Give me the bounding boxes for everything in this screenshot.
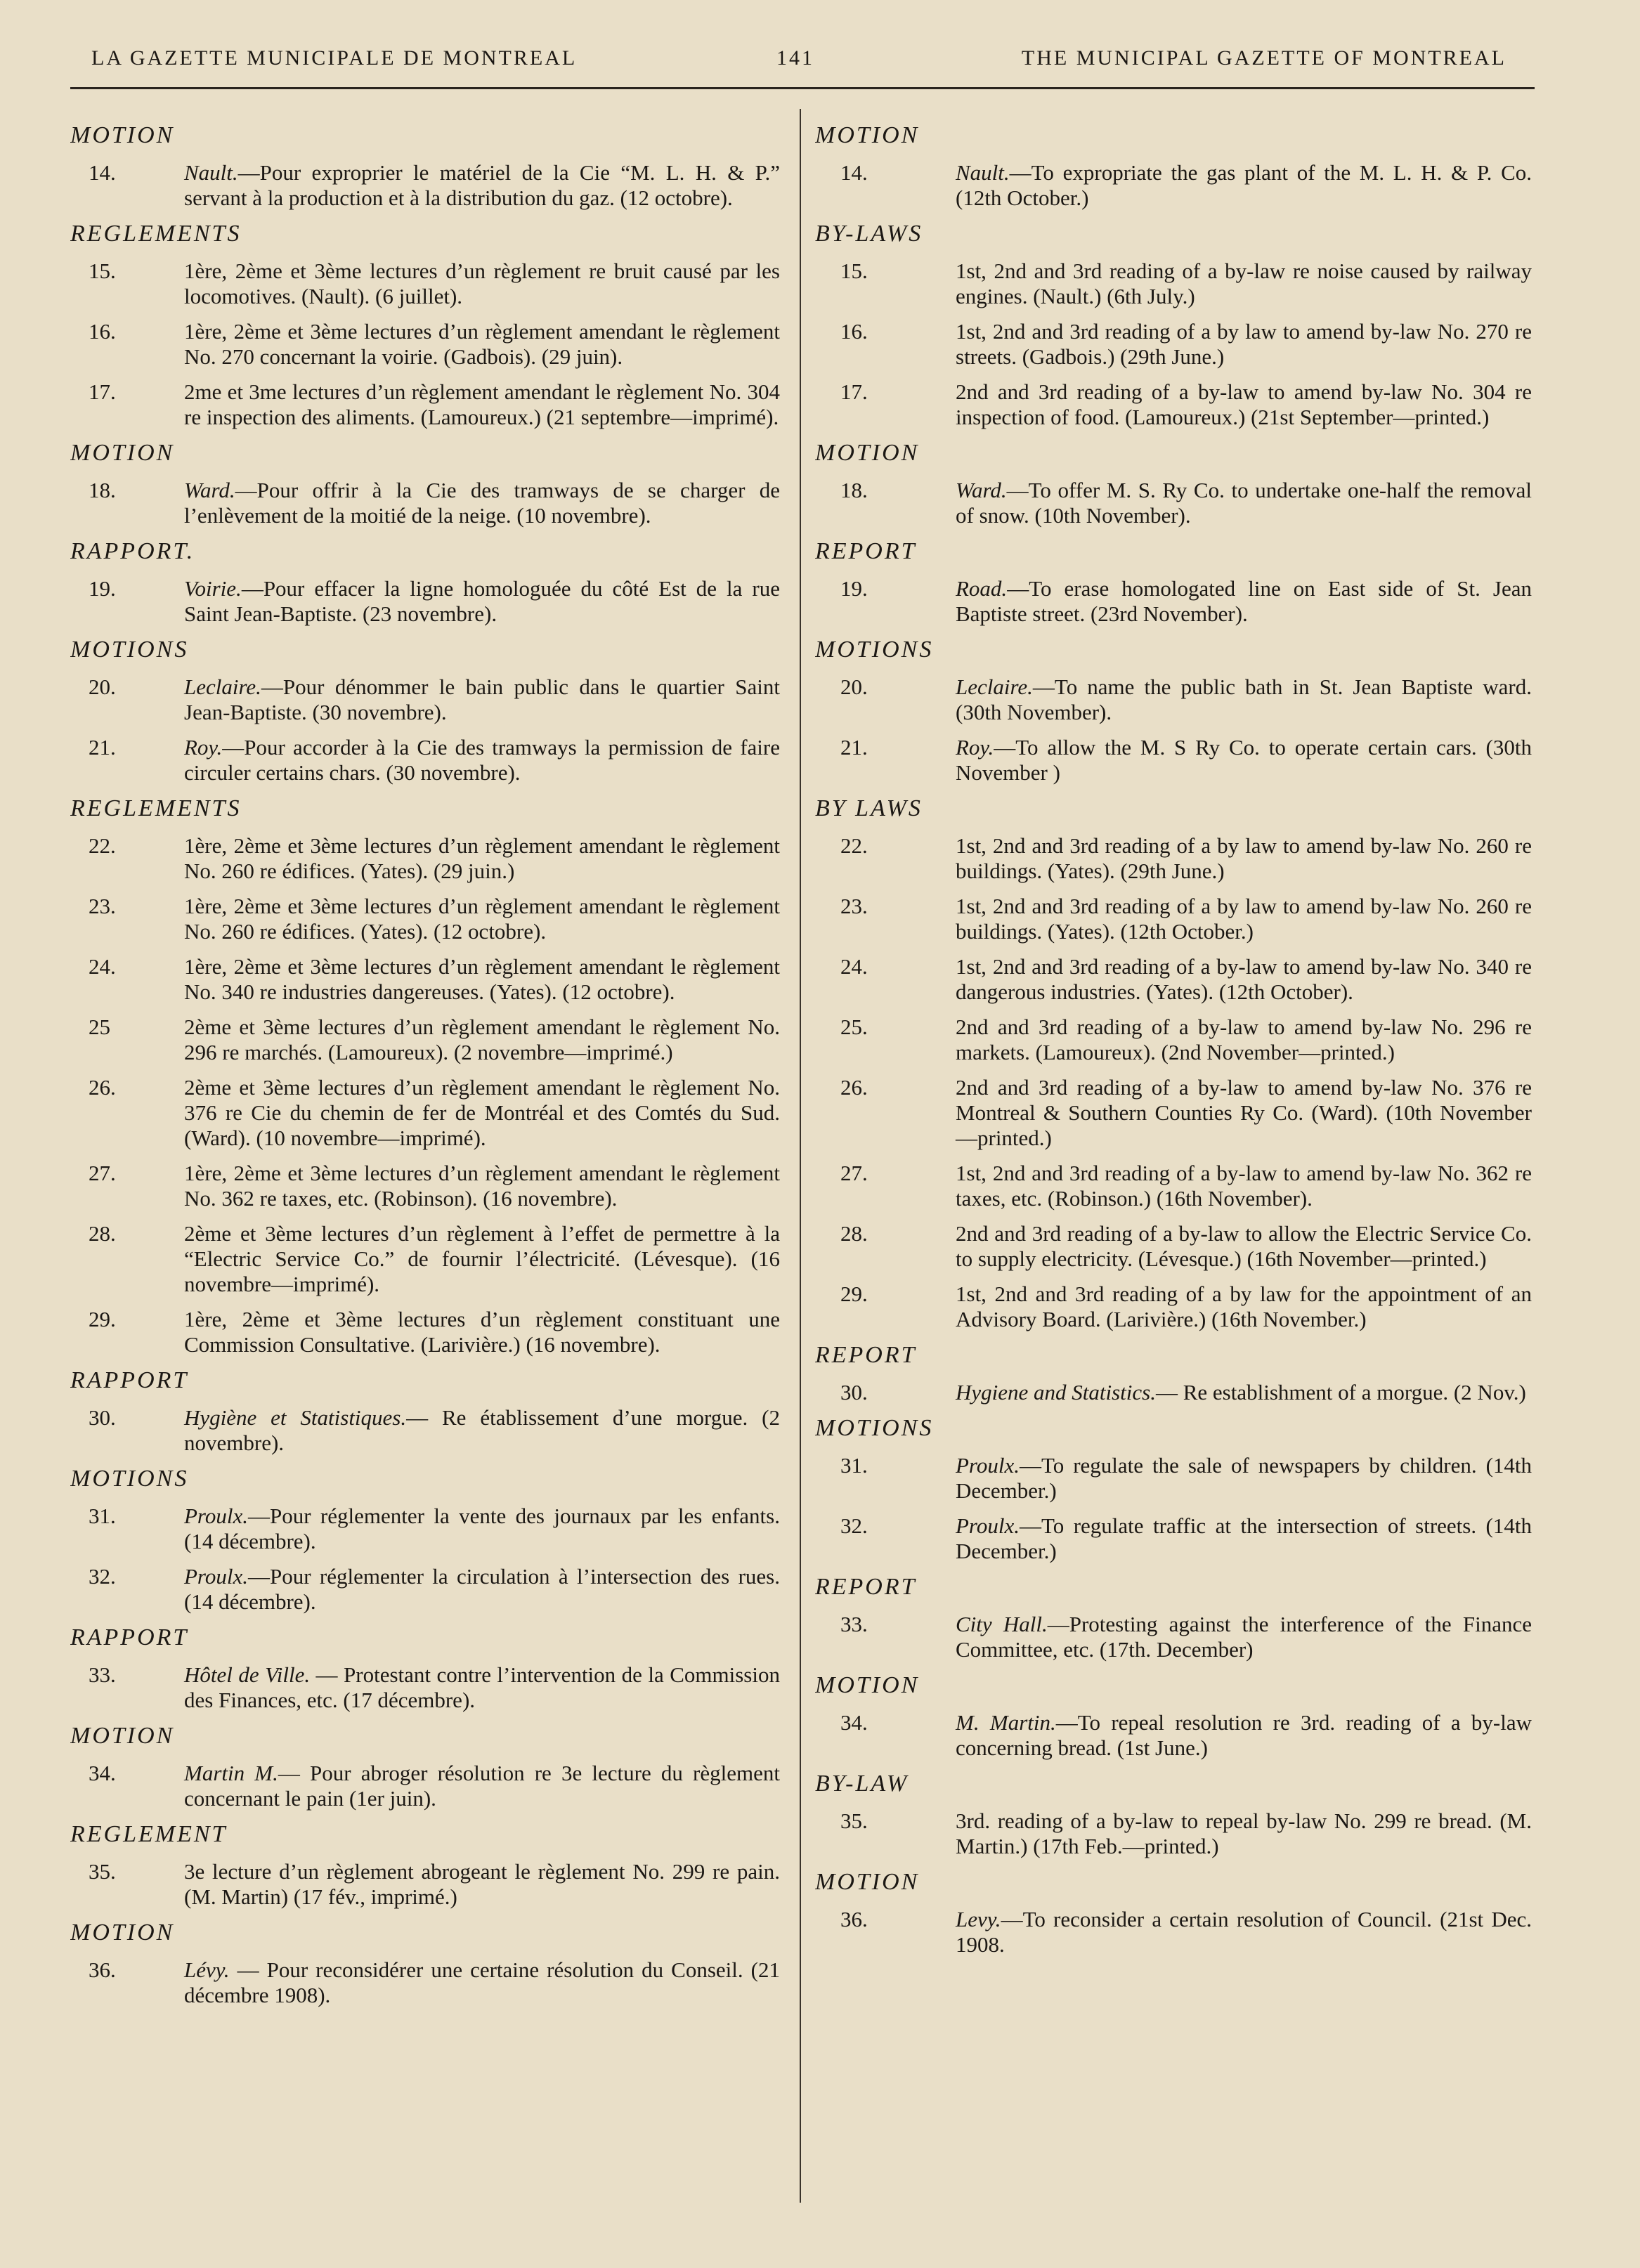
english-agenda-item (815, 259, 1532, 309)
item-text: —Pour exproprier le matériel de la Cie “M. L. H. & P.” servant à la production et à la distribution du gaz. (12 octobre). (184, 160, 780, 210)
item-number: 30. (89, 1405, 116, 1430)
item-proposer: Proulx. (956, 1453, 1020, 1478)
english-agenda-item (815, 1612, 1532, 1662)
french-agenda-item (70, 319, 780, 370)
item-proposer: Nault. (956, 160, 1010, 185)
french-agenda-item (70, 894, 780, 944)
french-agenda-item (70, 1957, 780, 2008)
english-agenda-item (815, 478, 1532, 528)
item-number: 35. (89, 1859, 116, 1884)
item-text: —Pour dénommer le bain public dans le quartier Saint Jean-Baptiste. (30 novembre). (184, 674, 780, 724)
item-text: —To regulate traffic at the intersection of streets. (14th December.) (956, 1513, 1532, 1563)
item-number: 19. (89, 576, 116, 601)
english-agenda-item (815, 833, 1532, 884)
item-text: —To offer M. S. Ry Co. to undertake one-half the removal of snow. (10th November). (956, 478, 1532, 528)
english-agenda-item (815, 1075, 1532, 1151)
item-text: —To repeal resolution re 3rd. reading of a by-law concerning bread. (1st June.) (956, 1710, 1532, 1760)
item-proposer: Proulx. (184, 1564, 248, 1589)
item-proposer: Road. (956, 576, 1008, 601)
item-number: 36. (840, 1907, 868, 1931)
item-text: 2nd and 3rd reading of a by-law to amend by-law No. 296 re markets. (Lamoureux). (2nd November—printed.) (956, 1015, 1532, 1064)
french-agenda-item (70, 1761, 780, 1811)
english-section-heading: MOTION (815, 1672, 920, 1698)
item-text: 1st, 2nd and 3rd reading of a by-law to amend by-law No. 340 re dangerous industries. (Yates). (12th October). (956, 954, 1532, 1004)
item-proposer: Ward. (184, 478, 235, 502)
french-section-heading: MOTION (70, 1920, 175, 1946)
item-number: 14. (89, 160, 116, 185)
item-number: 22. (89, 833, 116, 858)
item-text: —Pour offrir à la Cie des tramways de se charger de l’enlèvement de la moitié de la neige. (10 novembre). (184, 478, 780, 528)
item-text: — Pour reconsidérer une certaine résolution du Conseil. (21 décembre 1908). (184, 1957, 780, 2007)
header-french-title: LA GAZETTE MUNICIPALE DE MONTREAL (91, 46, 578, 70)
english-agenda-item (815, 1221, 1532, 1272)
french-agenda-item (70, 833, 780, 884)
french-agenda-item (70, 160, 780, 211)
english-section-heading: MOTION (815, 440, 920, 466)
english-agenda-item (815, 894, 1532, 944)
french-section-heading: MOTIONS (70, 637, 189, 663)
item-text: 3rd. reading of a by-law to repeal by-law No. 299 re bread. (M. Martin.) (17th Feb.—printed.) (956, 1808, 1532, 1858)
french-agenda-item (70, 735, 780, 786)
french-section-heading: REGLEMENTS (70, 795, 242, 821)
item-number: 23. (89, 894, 116, 918)
english-agenda-item (815, 319, 1532, 370)
item-number: 18. (840, 478, 868, 502)
item-text: 1ère, 2ème et 3ème lectures d’un règlement amendant le règlement No. 260 re édifices. (Yates). (29 juin.) (184, 833, 780, 883)
item-text: 2me et 3me lectures d’un règlement amendant le règlement No. 304 re inspection des aliments. (Lamoureux.) (21 septembre—imprimé). (184, 379, 780, 429)
item-text: —Pour réglementer la vente des journaux par les enfants. (14 décembre). (184, 1504, 780, 1553)
item-text: —To erase homologated line on East side of St. Jean Baptiste street. (23rd November). (956, 576, 1532, 626)
french-agenda-item (70, 1405, 780, 1456)
english-agenda-item (815, 735, 1532, 786)
item-text: —Protesting against the interference of the Finance Committee, etc. (17th. December) (956, 1612, 1532, 1662)
item-number: 21. (89, 735, 116, 760)
item-number: 16. (89, 319, 116, 344)
item-number: 15. (840, 259, 868, 283)
header-english-title: THE MUNICIPAL GAZETTE OF MONTREAL (1021, 46, 1506, 70)
english-agenda-item (815, 160, 1532, 211)
french-agenda-item (70, 1015, 780, 1065)
item-number: 15. (89, 259, 116, 283)
english-agenda-item (815, 1513, 1532, 1564)
item-text: 1ère, 2ème et 3ème lectures d’un règlement amendant le règlement No. 260 re édifices. (Yates). (12 octobre). (184, 894, 780, 944)
item-proposer: Proulx. (956, 1513, 1020, 1538)
english-agenda-item (815, 379, 1532, 430)
item-number: 32. (840, 1513, 868, 1538)
item-number: 29. (89, 1307, 116, 1331)
french-agenda-item (70, 1564, 780, 1615)
english-section-heading: MOTION (815, 122, 920, 148)
french-agenda-item (70, 478, 780, 528)
item-text: —To name the public bath in St. Jean Baptiste ward. (30th November). (956, 674, 1532, 724)
french-section-heading: RAPPORT (70, 1624, 189, 1650)
english-section-heading: MOTION (815, 1869, 920, 1895)
item-proposer: M. Martin. (956, 1710, 1056, 1735)
english-agenda-item (815, 576, 1532, 627)
item-number: 29. (840, 1282, 868, 1306)
item-text: —Pour réglementer la circulation à l’intersection des rues. (14 décembre). (184, 1564, 780, 1614)
item-number: 25. (840, 1015, 868, 1039)
english-section-heading: BY-LAWS (815, 221, 923, 247)
french-agenda-item (70, 379, 780, 430)
item-number: 24. (89, 954, 116, 979)
item-number: 23. (840, 894, 868, 918)
french-agenda-item (70, 1221, 780, 1297)
item-text: 1st, 2nd and 3rd reading of a by law for the appointment of an Advisory Board. (Larivière.) (16th November.) (956, 1282, 1532, 1331)
item-proposer: Leclaire. (956, 674, 1033, 699)
item-proposer: Roy. (184, 735, 223, 760)
item-text: —Pour accorder à la Cie des tramways la permission de faire circuler certains chars. (30 novembre). (184, 735, 780, 785)
item-number: 36. (89, 1957, 116, 1982)
english-section-heading: REPORT (815, 538, 917, 564)
english-agenda-item (815, 954, 1532, 1005)
item-number: 27. (840, 1161, 868, 1185)
french-agenda-item (70, 1075, 780, 1151)
item-proposer: Roy. (956, 735, 994, 760)
french-agenda-item (70, 1504, 780, 1554)
english-agenda-item (815, 1282, 1532, 1332)
french-agenda-item (70, 674, 780, 725)
item-number: 28. (840, 1221, 868, 1246)
french-column (70, 114, 780, 2208)
french-section-heading: MOTION (70, 122, 175, 148)
item-proposer: Hygiene and Statistics. (956, 1380, 1156, 1405)
page-header (91, 46, 1506, 89)
french-section-heading: RAPPORT (70, 1367, 189, 1393)
item-text: 2nd and 3rd reading of a by-law to amend by-law No. 304 re inspection of food. (Lamoureux.) (21st September—printed.) (956, 379, 1532, 429)
item-number: 14. (840, 160, 868, 185)
english-section-heading: MOTIONS (815, 637, 934, 663)
item-text: 1st, 2nd and 3rd reading of a by law to amend by-law No. 260 re buildings. (Yates). (12th October.) (956, 894, 1532, 944)
page-number: 141 (776, 46, 814, 70)
item-number: 31. (89, 1504, 116, 1528)
french-agenda-item (70, 576, 780, 627)
item-proposer: Nault. (184, 160, 238, 185)
english-agenda-item (815, 1907, 1532, 1957)
english-agenda-item (815, 1015, 1532, 1065)
item-number: 17. (89, 379, 116, 404)
item-text: 1ère, 2ème et 3ème lectures d’un règlement amendant le règlement No. 340 re industries dangereuses. (Yates). (12 octobre). (184, 954, 780, 1004)
english-agenda-item (815, 1380, 1532, 1405)
item-text: —To regulate the sale of newspapers by children. (14th December.) (956, 1453, 1532, 1503)
french-section-heading: REGLEMENTS (70, 221, 242, 247)
item-text: — Re establishment of a morgue. (2 Nov.) (1155, 1380, 1526, 1405)
french-agenda-item (70, 1662, 780, 1713)
item-number: 25 (89, 1015, 110, 1039)
item-number: 16. (840, 319, 868, 344)
item-number: 24. (840, 954, 868, 979)
english-agenda-item (815, 1710, 1532, 1761)
french-agenda-item (70, 259, 780, 309)
french-section-heading: MOTION (70, 440, 175, 466)
item-text: 2nd and 3rd reading of a by-law to allow the Electric Service Co. to supply electricity. (Lévesque.) (16th November—printed.) (956, 1221, 1532, 1271)
english-agenda-item (815, 1453, 1532, 1504)
item-text: — Pour abroger résolution re 3e lecture du règlement concernant le pain (1er juin). (184, 1761, 780, 1811)
item-number: 31. (840, 1453, 868, 1478)
french-agenda-item (70, 1307, 780, 1357)
item-number: 26. (89, 1075, 116, 1100)
item-text: 1ère, 2ème et 3ème lectures d’un règlement amendant le règlement No. 362 re taxes, etc. (Robinson). (16 novembre). (184, 1161, 780, 1211)
item-number: 34. (840, 1710, 868, 1735)
header-rule (70, 87, 1535, 89)
item-proposer: Hôtel de Ville. (184, 1662, 311, 1687)
item-text: 1st, 2nd and 3rd reading of a by-law re noise caused by railway engines. (Nault.) (6th July.) (956, 259, 1532, 308)
item-number: 22. (840, 833, 868, 858)
item-number: 19. (840, 576, 868, 601)
french-section-heading: MOTION (70, 1723, 175, 1749)
item-number: 20. (89, 674, 116, 699)
item-proposer: Leclaire. (184, 674, 261, 699)
item-text: 2nd and 3rd reading of a by-law to amend by-law No. 376 re Montreal & Southern Counties Ry Co. (Ward). (10th November—printed.) (956, 1075, 1532, 1150)
french-section-heading: MOTIONS (70, 1466, 189, 1492)
item-proposer: Levy. (956, 1907, 1001, 1931)
item-number: 30. (840, 1380, 868, 1405)
item-text: 2ème et 3ème lectures d’un règlement amendant le règlement No. 296 re marchés. (Lamoureux). (2 novembre—imprimé.) (184, 1015, 780, 1064)
item-proposer: Proulx. (184, 1504, 248, 1528)
item-text: — Re établissement d’une morgue. (2 novembre). (184, 1405, 780, 1455)
item-number: 27. (89, 1161, 116, 1185)
item-number: 21. (840, 735, 868, 760)
item-proposer: Martin M. (184, 1761, 278, 1785)
item-number: 18. (89, 478, 116, 502)
item-proposer: Voirie. (184, 576, 242, 601)
english-section-heading: REPORT (815, 1342, 917, 1368)
item-proposer: City Hall. (956, 1612, 1048, 1636)
item-number: 26. (840, 1075, 868, 1100)
item-text: 3e lecture d’un règlement abrogeant le règlement No. 299 re pain. (M. Martin) (17 fév., imprimé.) (184, 1859, 780, 1909)
item-text: —Pour effacer la ligne homologuée du côté Est de la rue Saint Jean-Baptiste. (23 novembre). (184, 576, 780, 626)
item-number: 35. (840, 1808, 868, 1833)
item-text: 1ère, 2ème et 3ème lectures d’un règlement amendant le règlement No. 270 concernant la voirie. (Gadbois). (29 juin). (184, 319, 780, 369)
item-proposer: Lévy. (184, 1957, 230, 1982)
french-agenda-item (70, 1161, 780, 1211)
item-text: 1st, 2nd and 3rd reading of a by law to amend by-law No. 260 re buildings. (Yates). (29th June.) (956, 833, 1532, 883)
item-text: —To expropriate the gas plant of the M. L. H. & P. Co. (12th October.) (956, 160, 1532, 210)
item-text: 1ère, 2ème et 3ème lectures d’un règlement constituant une Commission Consultative. (Larivière.) (16 novembre). (184, 1307, 780, 1357)
english-agenda-item (815, 1808, 1532, 1859)
item-text: — Protestant contre l’intervention de la Commission des Finances, etc. (17 décembre). (184, 1662, 780, 1712)
english-section-heading: MOTIONS (815, 1415, 934, 1441)
item-number: 28. (89, 1221, 116, 1246)
item-text: 2ème et 3ème lectures d’un règlement amendant le règlement No. 376 re Cie du chemin de fer de Montréal et des Comtés du Sud. (Ward). (10 novembre—imprimé). (184, 1075, 780, 1150)
item-number: 32. (89, 1564, 116, 1589)
item-proposer: Ward. (956, 478, 1007, 502)
english-agenda-item (815, 1161, 1532, 1211)
item-text: 1st, 2nd and 3rd reading of a by-law to amend by-law No. 362 re taxes, etc. (Robinson.) (16th November). (956, 1161, 1532, 1211)
item-text: —To allow the M. S Ry Co. to operate certain cars. (30th November ) (956, 735, 1532, 785)
french-section-heading: REGLEMENT (70, 1821, 228, 1847)
french-agenda-item (70, 954, 780, 1005)
english-section-heading: BY LAWS (815, 795, 923, 821)
column-divider (800, 109, 801, 2203)
item-text: 1st, 2nd and 3rd reading of a by law to amend by-law No. 270 re streets. (Gadbois.) (29th June.) (956, 319, 1532, 369)
english-section-heading: REPORT (815, 1574, 917, 1600)
item-text: —To reconsider a certain resolution of Council. (21st Dec. 1908. (956, 1907, 1532, 1957)
item-number: 17. (840, 379, 868, 404)
item-number: 33. (840, 1612, 868, 1636)
item-text: 2ème et 3ème lectures d’un règlement à l’effet de permettre à la “Electric Service Co.” de fournir l’électricité. (Lévesque). (16 novembre—imprimé). (184, 1221, 780, 1296)
english-section-heading: BY-LAW (815, 1771, 909, 1797)
item-proposer: Hygiène et Statistiques. (184, 1405, 407, 1430)
french-agenda-item (70, 1859, 780, 1910)
french-section-heading: RAPPORT. (70, 538, 195, 564)
english-agenda-item (815, 674, 1532, 725)
item-number: 34. (89, 1761, 116, 1785)
item-text: 1ère, 2ème et 3ème lectures d’un règlement re bruit causé par les locomotives. (Nault). (6 juillet). (184, 259, 780, 308)
item-number: 20. (840, 674, 868, 699)
english-column (815, 114, 1532, 2208)
item-number: 33. (89, 1662, 116, 1687)
